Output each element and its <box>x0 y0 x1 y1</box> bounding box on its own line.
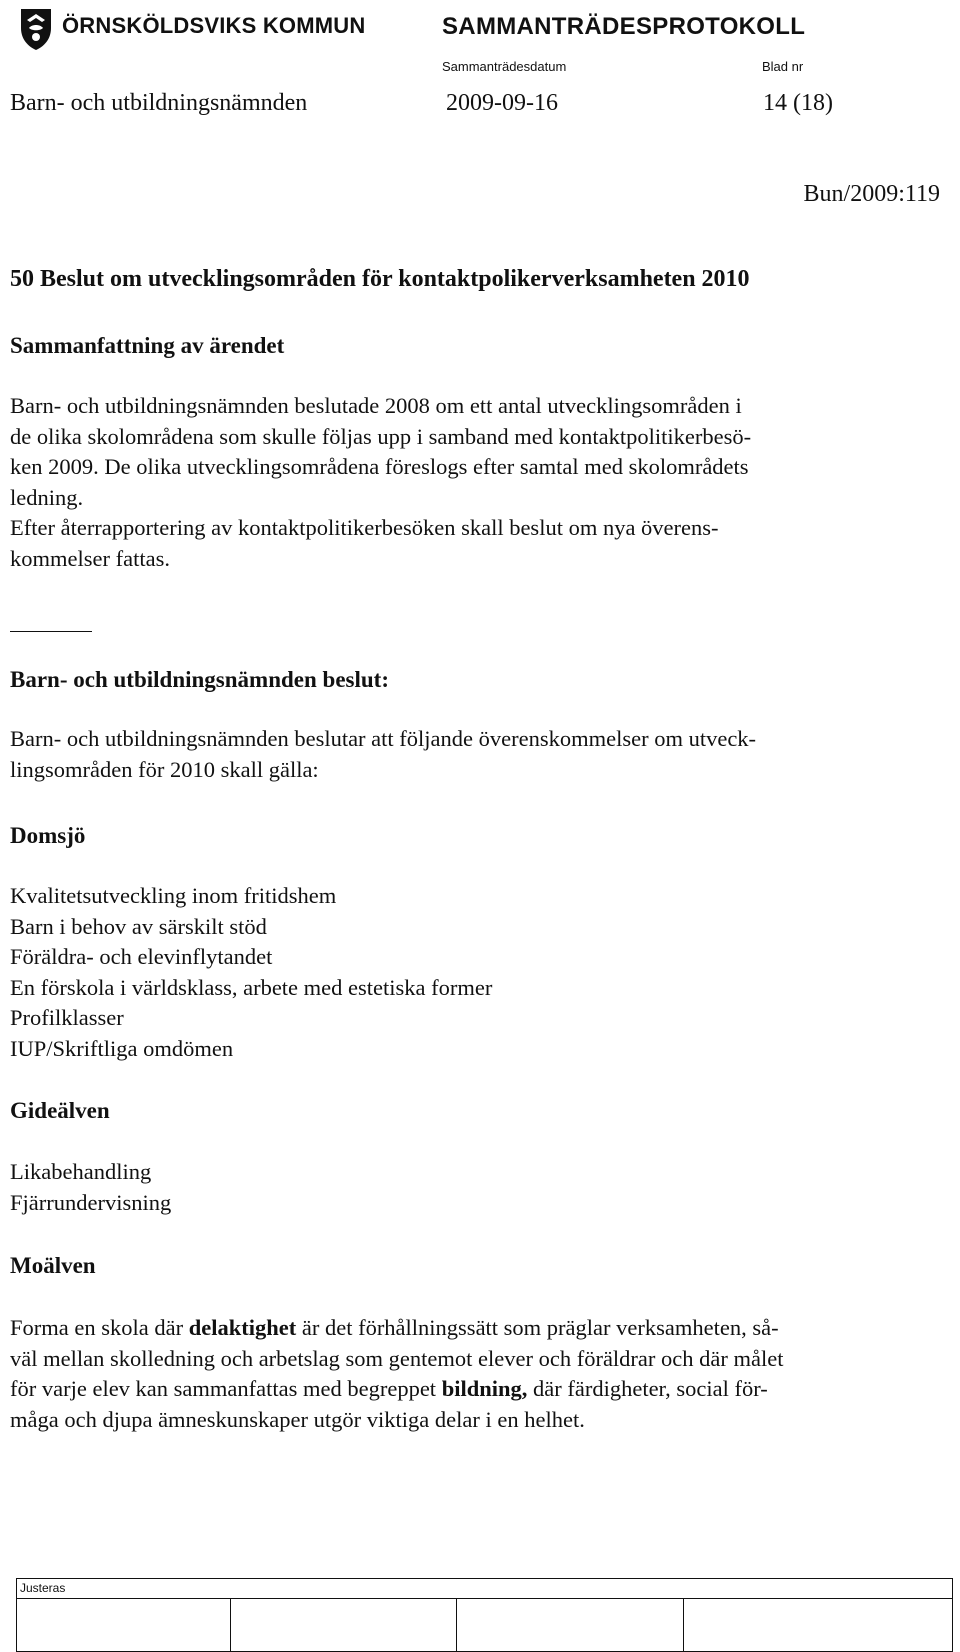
document-title: SAMMANTRÄDESPROTOKOLL <box>442 13 806 40</box>
signature-cell-divider <box>456 1598 457 1651</box>
meeting-date: 2009-09-16 <box>446 90 558 116</box>
signature-table-header <box>17 1579 952 1599</box>
decision-intro <box>10 724 920 785</box>
list-item: Föräldra- och elevinflytandet <box>10 944 273 969</box>
decision-heading: Barn- och utbildningsnämnden beslut: <box>10 667 389 692</box>
organization-name: ÖRNSKÖLDSVIKS KOMMUN <box>62 13 366 38</box>
signature-label: Justeras <box>20 1581 66 1595</box>
divider-line <box>10 631 92 632</box>
page-number-label: Blad nr <box>762 59 804 74</box>
decision-intro-line: Barn- och utbildningsnämnden beslutar att följande överenskommelser om utveck- <box>10 726 757 751</box>
list-item: Kvalitetsutveckling inom fritidshem <box>10 883 337 908</box>
list-item: Profilklasser <box>10 1005 124 1030</box>
moalven-line: väl mellan skolledning och arbetslag som gentemot elever och föräldrar och där målet <box>10 1345 784 1371</box>
summary-line: kommelser fattas. <box>10 545 170 571</box>
text-run: Forma en skola där <box>10 1315 189 1340</box>
list-item: Likabehandling <box>10 1159 152 1184</box>
list-item: IUP/Skriftliga omdömen <box>10 1035 234 1061</box>
area-heading-domsjo: Domsjö <box>10 823 86 848</box>
bold-term: bildning, <box>441 1376 528 1401</box>
case-number: Bun/2009:119 <box>803 181 940 207</box>
summary-line: de olika skolområdena som skulle följas upp i samband med kontaktpolitikerbesö- <box>10 423 752 449</box>
summary-line: Barn- och utbildningsnämnden beslutade 2008 om ett antal utvecklingsområden i <box>10 393 742 418</box>
signature-table <box>16 1578 953 1652</box>
summary-heading: Sammanfattning av ärendet <box>10 333 285 358</box>
moalven-paragraph <box>10 1313 920 1435</box>
text-run: för varje elev kan sammanfattas med begreppet <box>10 1376 442 1401</box>
moalven-line <box>10 1374 920 1405</box>
list-item: En förskola i världsklass, arbete med estetiska former <box>10 974 493 1000</box>
area-list-domsjo <box>10 881 492 1064</box>
area-heading-gidealven: Gideälven <box>10 1098 110 1123</box>
list-item: Barn i behov av särskilt stöd <box>10 913 267 939</box>
municipal-crest-icon <box>18 6 54 52</box>
decision-intro-line: lingsområden för 2010 skall gälla: <box>10 756 319 782</box>
summary-line: Efter återrapportering av kontaktpolitikerbesöken skall beslut om nya överens- <box>10 515 719 540</box>
signature-cell-divider <box>683 1598 684 1651</box>
summary-line: ken 2009. De olika utvecklingsområdena föreslogs efter samtal med skolområdets <box>10 454 749 479</box>
list-item: Fjärrundervisning <box>10 1189 172 1215</box>
meeting-date-label: Sammanträdesdatum <box>442 59 567 74</box>
moalven-line: måga och djupa ämneskunskaper utgör viktiga delar i en helhet. <box>10 1406 585 1432</box>
page-number: 14 (18) <box>763 90 833 116</box>
text-run: där färdigheter, social för- <box>527 1376 768 1401</box>
section-heading: 50 Beslut om utvecklingsområden för kontaktpolikerverksamheten 2010 <box>10 266 750 292</box>
summary-line: ledning. <box>10 484 84 510</box>
summary-paragraph <box>10 391 920 574</box>
text-run: är det förhållningssätt som präglar verksamheten, så- <box>296 1315 779 1340</box>
committee-name: Barn- och utbildningsnämnden <box>10 90 308 116</box>
bold-term: delaktighet <box>188 1315 297 1340</box>
signature-cell-divider <box>230 1598 231 1651</box>
moalven-line <box>10 1313 920 1344</box>
area-list-gidealven <box>10 1157 171 1218</box>
area-heading-moalven: Moälven <box>10 1253 96 1278</box>
